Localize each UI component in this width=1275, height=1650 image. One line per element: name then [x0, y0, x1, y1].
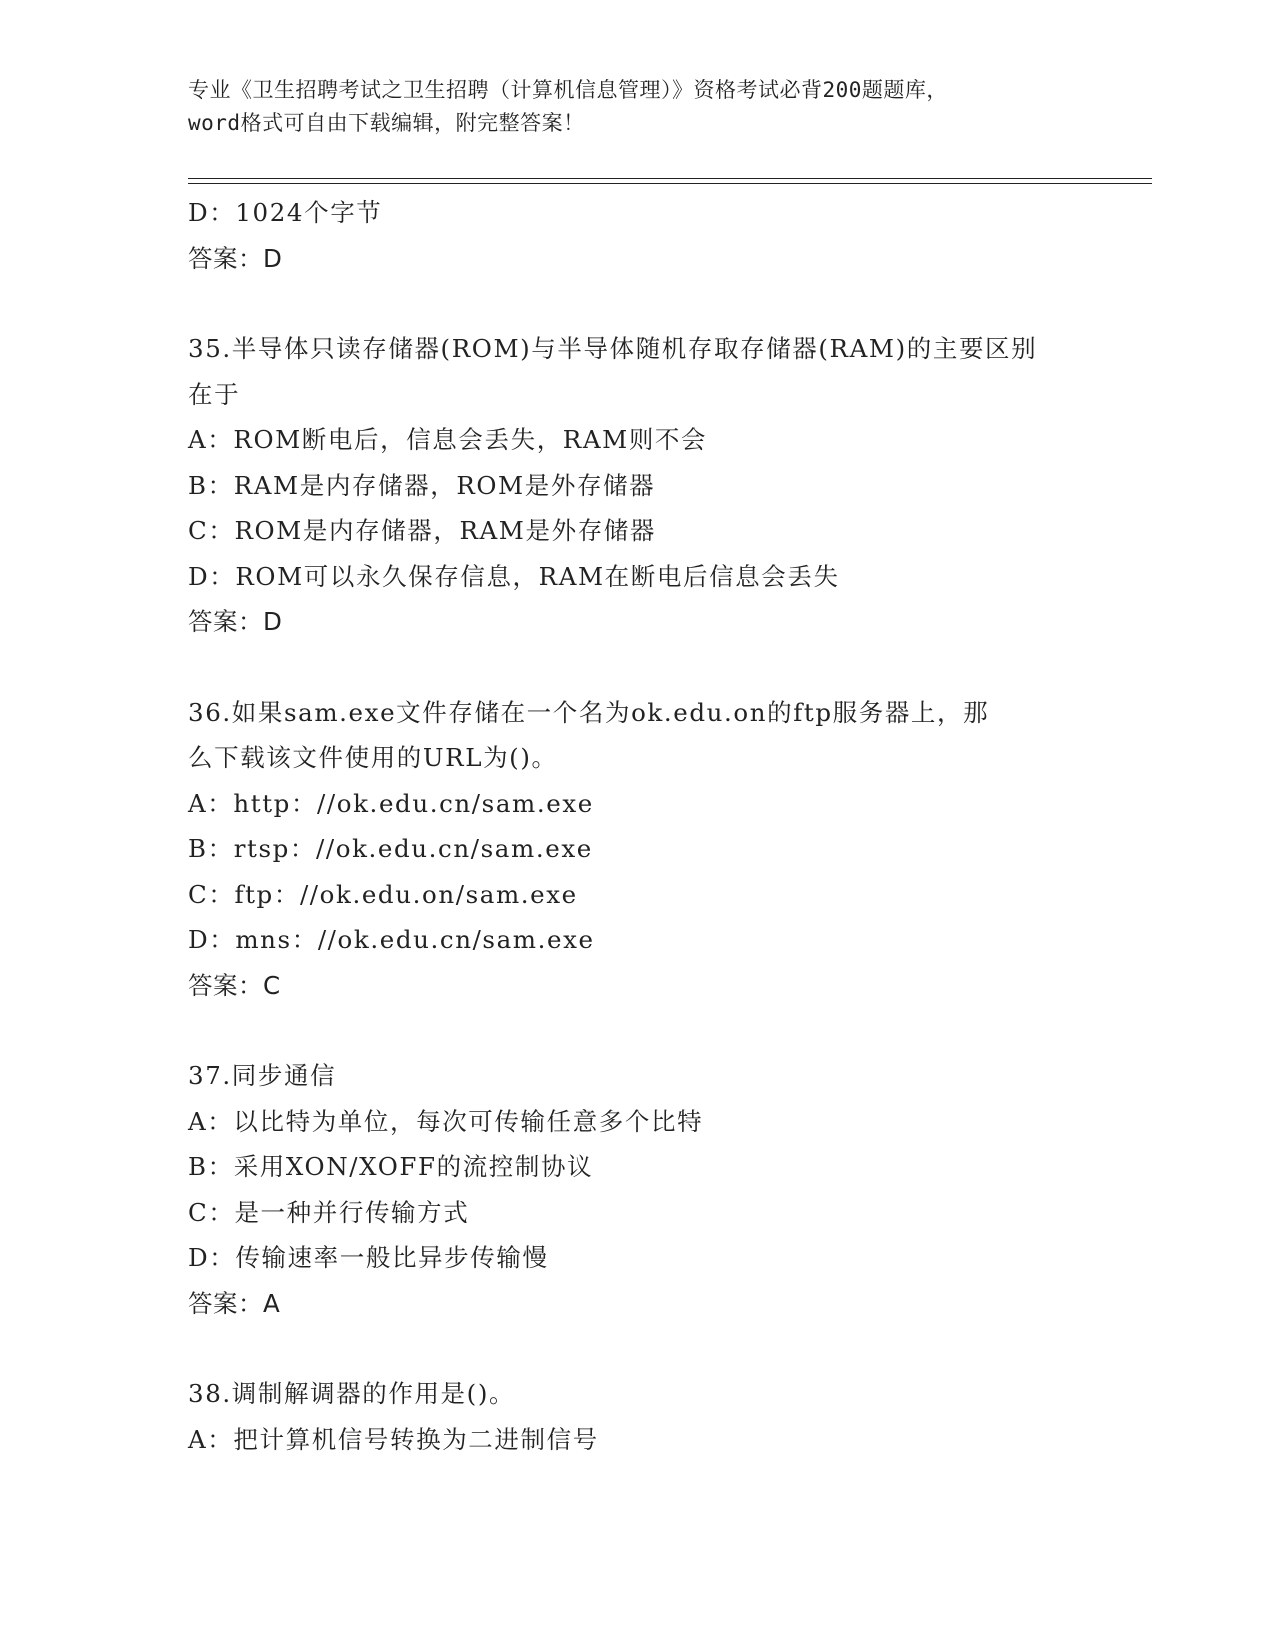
question-37: [188, 1053, 1088, 1326]
header-divider-bottom: [188, 183, 1152, 184]
answer: 答案：A: [188, 1288, 281, 1318]
question-stem-continued: 在于: [188, 379, 241, 409]
spacer: [188, 1008, 1088, 1053]
option-c: C：ftp：//ok.edu.on/sam.exe: [188, 879, 578, 909]
question-38: [188, 1371, 1088, 1462]
option-b: B：RAM是内存储器，ROM是外存储器: [188, 470, 656, 500]
header-title-line-2: word格式可自由下载编辑，附完整答案！: [188, 111, 585, 135]
option-d: D：1024个字节: [188, 198, 383, 227]
question-stem-continued: 么下载该文件使用的URL为()。: [188, 743, 558, 772]
question-stem: 37.同步通信: [188, 1061, 337, 1090]
option-b: B：采用XON/XOFF的流控制协议: [188, 1152, 594, 1181]
option-a: A：http：//ok.edu.cn/sam.exe: [188, 788, 594, 818]
option-c: C：ROM是内存储器，RAM是外存储器: [188, 516, 656, 545]
option-d: D：ROM可以永久保存信息，RAM在断电后信息会丢失: [188, 561, 840, 591]
document-header: [188, 74, 1088, 140]
question-list: [188, 190, 1088, 1462]
spacer: [188, 645, 1088, 690]
option-c: C：是一种并行传输方式: [188, 1197, 470, 1227]
answer: 答案：C: [188, 970, 281, 1000]
question-34-tail: [188, 190, 1088, 281]
answer: 答案：D: [188, 607, 283, 636]
spacer: [188, 1326, 1088, 1371]
question-36: [188, 690, 1088, 1009]
option-d: D：传输速率一般比异步传输慢: [188, 1243, 549, 1272]
answer: 答案：D: [188, 243, 283, 273]
spacer: [188, 281, 1088, 326]
header-title-line-1: 专业《卫生招聘考试之卫生招聘（计算机信息管理）》资格考试必背200题题库，: [188, 78, 948, 102]
option-a: A：以比特为单位，每次可传输任意多个比特: [188, 1106, 704, 1136]
option-b: B：rtsp：//ok.edu.cn/sam.exe: [188, 834, 593, 863]
option-d: D：mns：//ok.edu.cn/sam.exe: [188, 925, 595, 954]
question-stem: 36.如果sam.exe文件存储在一个名为ok.edu.on的ftp服务器上，那: [188, 697, 990, 727]
question-stem: 38.调制解调器的作用是()。: [188, 1379, 516, 1408]
question-35: [188, 326, 1088, 645]
header-divider-top: [188, 178, 1152, 179]
question-stem: 35.半导体只读存储器(ROM)与半导体随机存取存储器(RAM)的主要区别: [188, 334, 1038, 363]
option-a: A：ROM断电后，信息会丢失，RAM则不会: [188, 425, 708, 454]
option-a: A：把计算机信号转换为二进制信号: [188, 1424, 599, 1454]
